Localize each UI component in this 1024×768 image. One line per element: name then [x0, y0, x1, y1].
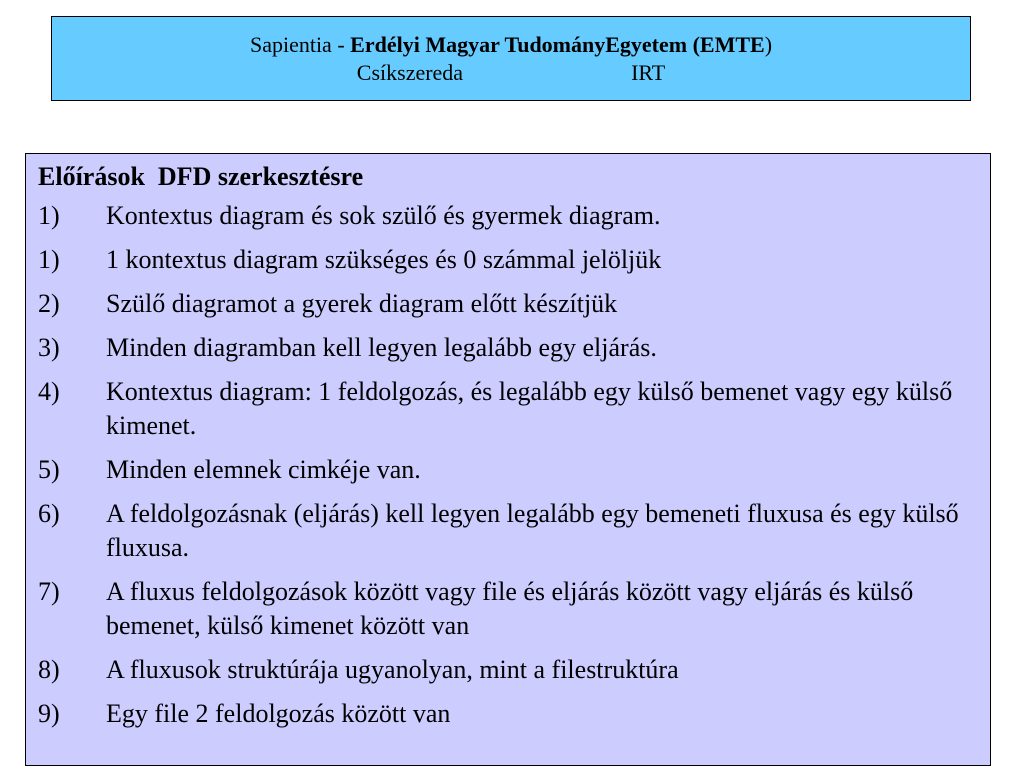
rule-text: A feldolgozásnak (eljárás) kell legyen legalább egy bemeneti fluxusa és egy külső fluxusa. [106, 499, 959, 562]
rule-item [38, 199, 980, 233]
rule-item [38, 453, 980, 487]
rule-text: Kontextus diagram: 1 feldolgozás, és legalább egy külső bemenet vagy egy külső kimenet. [106, 377, 953, 440]
rules-title: Előírások DFD szerkesztésre [38, 162, 364, 191]
rule-item [38, 375, 980, 443]
rule-number: 2) [38, 289, 60, 318]
rule-text: Szülő diagramot a gyerek diagram előtt készítjük [106, 289, 618, 318]
rule-item [38, 653, 980, 687]
rule-text: 1 kontextus diagram szükséges és 0 számmal jelöljük [106, 245, 662, 274]
rule-number: 5) [38, 455, 60, 484]
rule-number: 6) [38, 499, 60, 528]
rule-item [38, 287, 980, 321]
rule-item [38, 243, 980, 277]
rule-item [38, 497, 980, 565]
header-university-name: Erdélyi Magyar TudományEgyetem (EMTE [350, 32, 765, 57]
rule-number: 4) [38, 377, 60, 406]
rule-text: Minden elemnek cimkéje van. [106, 455, 421, 484]
rule-text: A fluxusok struktúrája ugyanolyan, mint a filestruktúra [106, 655, 679, 684]
rule-text: A fluxus feldolgozások között vagy file és eljárás között vagy eljárás és külső bemenet, külső kimenet között van [106, 577, 914, 640]
rule-item [38, 575, 980, 643]
header-suffix: ) [764, 32, 773, 57]
rules-panel [25, 153, 991, 766]
rule-number: 3) [38, 333, 60, 362]
header-banner [51, 16, 971, 101]
rule-number: 9) [38, 699, 60, 728]
rules-list [38, 199, 980, 731]
header-city: Csíkszereda [356, 60, 464, 85]
header-department: IRT [631, 60, 666, 85]
rule-number: 1) [38, 201, 60, 230]
rule-item [38, 331, 980, 365]
rule-number: 8) [38, 655, 60, 684]
rule-text: Minden diagramban kell legyen legalább egy eljárás. [106, 333, 657, 362]
header-prefix: Sapientia - [249, 32, 351, 57]
rule-text: Egy file 2 feldolgozás között van [106, 699, 451, 728]
rule-number: 1) [38, 245, 60, 274]
rule-number: 7) [38, 577, 60, 606]
rule-text: Kontextus diagram és sok szülő és gyermek diagram. [106, 201, 661, 230]
header-location-line [52, 59, 970, 87]
rule-item [38, 697, 980, 731]
header-institution-line [52, 31, 970, 59]
